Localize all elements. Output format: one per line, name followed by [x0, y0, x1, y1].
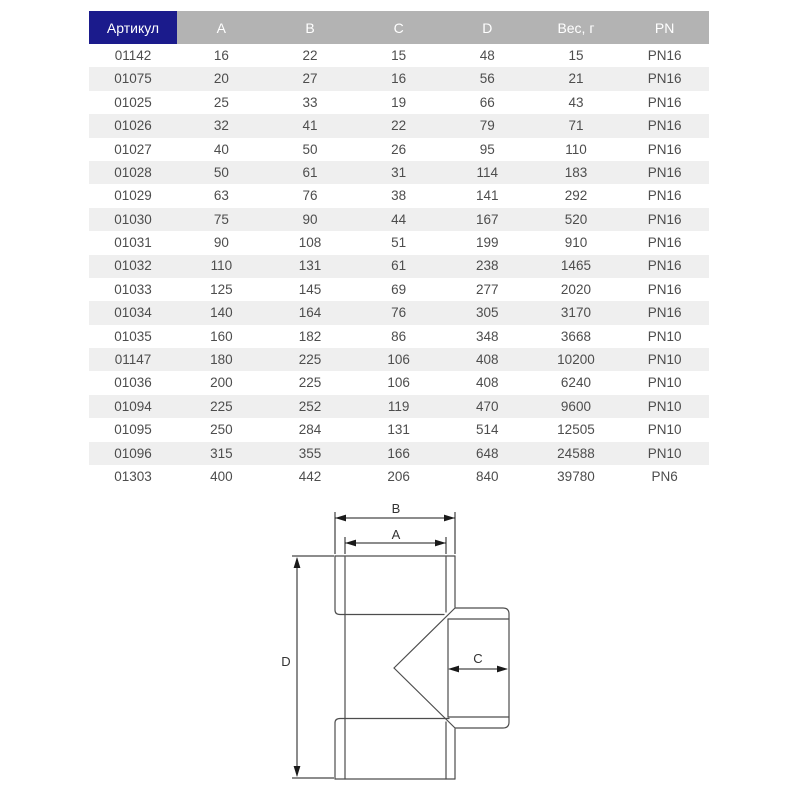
- table-cell: 01026: [114, 118, 152, 134]
- dim-b-arrow-left: [335, 515, 346, 522]
- table-cell: 01147: [114, 352, 152, 368]
- table-cell: 76: [391, 305, 407, 321]
- table-cell: 51: [391, 235, 407, 251]
- table-cell: 131: [298, 258, 322, 274]
- table-cell: PN10: [647, 445, 682, 461]
- table-cell: 408: [476, 352, 499, 368]
- dim-d-arrow-top: [294, 557, 301, 568]
- table-cell: 01033: [114, 281, 152, 297]
- table-cell: 206: [387, 468, 410, 484]
- table-cell: PN16: [647, 235, 682, 251]
- table-cell: 66: [479, 94, 495, 110]
- table-cell: 106: [387, 352, 410, 368]
- table-cell: PN10: [647, 352, 682, 368]
- header-article: Артикул: [89, 11, 177, 44]
- header-pn: PN: [620, 11, 709, 44]
- dim-a-arrow-right: [435, 540, 446, 547]
- dim-d-arrow-bottom: [294, 766, 301, 777]
- table-cell: 10200: [557, 352, 595, 368]
- table-cell: 225: [298, 352, 322, 368]
- header-d: D: [443, 11, 532, 44]
- table-cell: 140: [210, 305, 233, 321]
- table-cell: 24588: [557, 445, 595, 461]
- table-cell: 12505: [557, 422, 595, 438]
- header-c: C: [354, 11, 443, 44]
- table-cell: 01027: [114, 141, 152, 157]
- table-cell: 141: [476, 188, 499, 204]
- table-cell: PN16: [647, 141, 682, 157]
- table-cell: PN16: [647, 281, 682, 297]
- table-cell: 63: [213, 188, 229, 204]
- table-cell: 15: [391, 47, 407, 63]
- table-cell: 6240: [560, 375, 591, 391]
- table-cell: 44: [391, 211, 407, 227]
- table-cell: 61: [391, 258, 407, 274]
- table-cell: 166: [387, 445, 410, 461]
- table-cell: 01036: [114, 375, 152, 391]
- dim-label-a: A: [391, 527, 401, 542]
- table-cell: 22: [391, 118, 407, 134]
- table-cell: 69: [391, 281, 407, 297]
- table-cell: 86: [391, 328, 407, 344]
- table-cell: 01094: [114, 398, 152, 414]
- table-cell: 33: [302, 94, 318, 110]
- table-cell: 238: [476, 258, 499, 274]
- table-cell: 305: [476, 305, 499, 321]
- table-cell: 145: [298, 281, 322, 297]
- table-cell: 95: [479, 141, 495, 157]
- dim-c-arrow-left: [448, 666, 459, 673]
- table-cell: 50: [302, 141, 318, 157]
- table-cell: 110: [565, 141, 587, 157]
- header-weight: Вес, г: [532, 11, 621, 44]
- table-cell: 408: [476, 375, 499, 391]
- table-cell: 22: [302, 47, 318, 63]
- table-cell: 01032: [114, 258, 152, 274]
- table-cell: 79: [479, 118, 495, 134]
- table-cell: 15: [568, 47, 584, 63]
- table-cell: PN16: [647, 71, 682, 87]
- table-cell: 01075: [114, 71, 152, 87]
- table-cell: 01095: [114, 422, 152, 438]
- table-cell: 160: [210, 328, 233, 344]
- dimension-c: [448, 651, 508, 672]
- bottom-socket-left-side: [335, 719, 449, 780]
- table-cell: 25: [213, 94, 229, 110]
- table-cell: 27: [302, 71, 318, 87]
- table-cell: 167: [476, 211, 499, 227]
- dim-c-arrow-right: [497, 666, 508, 673]
- table-cell: 514: [476, 422, 499, 438]
- table-cell: 43: [568, 94, 584, 110]
- fitting-outline: [335, 556, 509, 779]
- table-cell: 41: [302, 118, 318, 134]
- table-cell: 131: [387, 422, 410, 438]
- table-cell: 348: [476, 328, 499, 344]
- table-cell: 470: [476, 398, 499, 414]
- table-cell: 106: [387, 375, 410, 391]
- header-a: A: [177, 11, 266, 44]
- table-cell: PN10: [647, 375, 682, 391]
- header-b: B: [266, 11, 355, 44]
- table-cell: PN10: [647, 422, 682, 438]
- table-cell: 284: [298, 422, 322, 438]
- table-cell: PN16: [647, 118, 682, 134]
- table-cell: 1465: [560, 258, 591, 274]
- table-cell: PN10: [647, 328, 682, 344]
- table-cell: 110: [210, 258, 233, 274]
- table-cell: 400: [210, 468, 233, 484]
- table-cell: 114: [476, 164, 499, 180]
- table-cell: PN16: [647, 258, 682, 274]
- dim-label-c: C: [473, 651, 483, 666]
- table-cell: 40: [213, 141, 229, 157]
- table-cell: 252: [298, 398, 322, 414]
- table-cell: 56: [479, 71, 495, 87]
- dim-label-d: D: [281, 654, 291, 669]
- table-cell: 01028: [114, 164, 152, 180]
- table-cell: 01029: [114, 188, 152, 204]
- table-cell: 71: [568, 118, 584, 134]
- table-cell: 19: [391, 94, 407, 110]
- table-cell: 3170: [560, 305, 591, 321]
- dimension-a: [345, 527, 446, 554]
- table-cell: 26: [391, 141, 407, 157]
- table-cell: 16: [391, 71, 407, 87]
- dimension-d: [281, 556, 334, 778]
- table-cell: 01142: [114, 47, 152, 63]
- table-cell: 315: [210, 445, 233, 461]
- table-cell: 910: [564, 235, 588, 251]
- table-cell: 119: [387, 398, 410, 414]
- table-cell: 31: [391, 164, 407, 180]
- table-cell: 9600: [560, 398, 591, 414]
- table-cell: PN16: [647, 164, 682, 180]
- table-cell: PN16: [647, 47, 682, 63]
- table-cell: 3668: [560, 328, 591, 344]
- table-cell: 90: [302, 211, 318, 227]
- table-cell: 61: [302, 164, 318, 180]
- top-socket-left-side: [335, 556, 444, 615]
- table-cell: 01031: [114, 235, 152, 251]
- table-cell: 277: [476, 281, 499, 297]
- table-cell: 20: [213, 71, 229, 87]
- table-cell: 183: [564, 164, 588, 180]
- table-cell: 75: [213, 211, 229, 227]
- table-cell: 442: [298, 468, 322, 484]
- table-cell: 01303: [114, 468, 152, 484]
- table-cell: 50: [213, 164, 229, 180]
- chevron-upper-line: [394, 608, 455, 668]
- table-cell: PN16: [647, 305, 682, 321]
- table-cell: 125: [210, 281, 233, 297]
- table-cell: 39780: [557, 468, 595, 484]
- table-cell: 01034: [114, 305, 152, 321]
- table-cell: 164: [298, 305, 322, 321]
- table-cell: 199: [476, 235, 499, 251]
- table-cell: 225: [298, 375, 322, 391]
- table-cell: 01035: [114, 328, 152, 344]
- table-cell: 108: [298, 235, 322, 251]
- table-cell: PN16: [647, 188, 682, 204]
- dim-label-b: B: [391, 501, 401, 516]
- table-cell: 01096: [114, 445, 152, 461]
- table-cell: 182: [298, 328, 322, 344]
- table-cell: 16: [213, 47, 229, 63]
- table-cell: 32: [213, 118, 229, 134]
- table-cell: 200: [210, 375, 233, 391]
- table-cell: 01030: [114, 211, 152, 227]
- table-cell: 21: [568, 71, 584, 87]
- table-cell: 225: [210, 398, 233, 414]
- table-cell: PN6: [651, 468, 678, 484]
- table-cell: PN16: [647, 94, 682, 110]
- table-cell: PN10: [647, 398, 682, 414]
- table-cell: 76: [302, 188, 318, 204]
- table-cell: 355: [298, 445, 322, 461]
- table-cell: 648: [476, 445, 499, 461]
- table-cell: 90: [213, 235, 229, 251]
- table-cell: 520: [564, 211, 588, 227]
- table-cell: 180: [210, 352, 233, 368]
- table-cell: 01025: [114, 94, 152, 110]
- dim-a-arrow-left: [345, 540, 356, 547]
- table-cell: 250: [210, 422, 233, 438]
- table-cell: 38: [391, 188, 407, 204]
- table-cell: 292: [564, 188, 588, 204]
- table-cell: 840: [476, 468, 499, 484]
- table-cell: 48: [479, 47, 495, 63]
- dim-b-arrow-right: [444, 515, 455, 522]
- table-cell: PN16: [647, 211, 682, 227]
- table-cell: 2020: [560, 281, 591, 297]
